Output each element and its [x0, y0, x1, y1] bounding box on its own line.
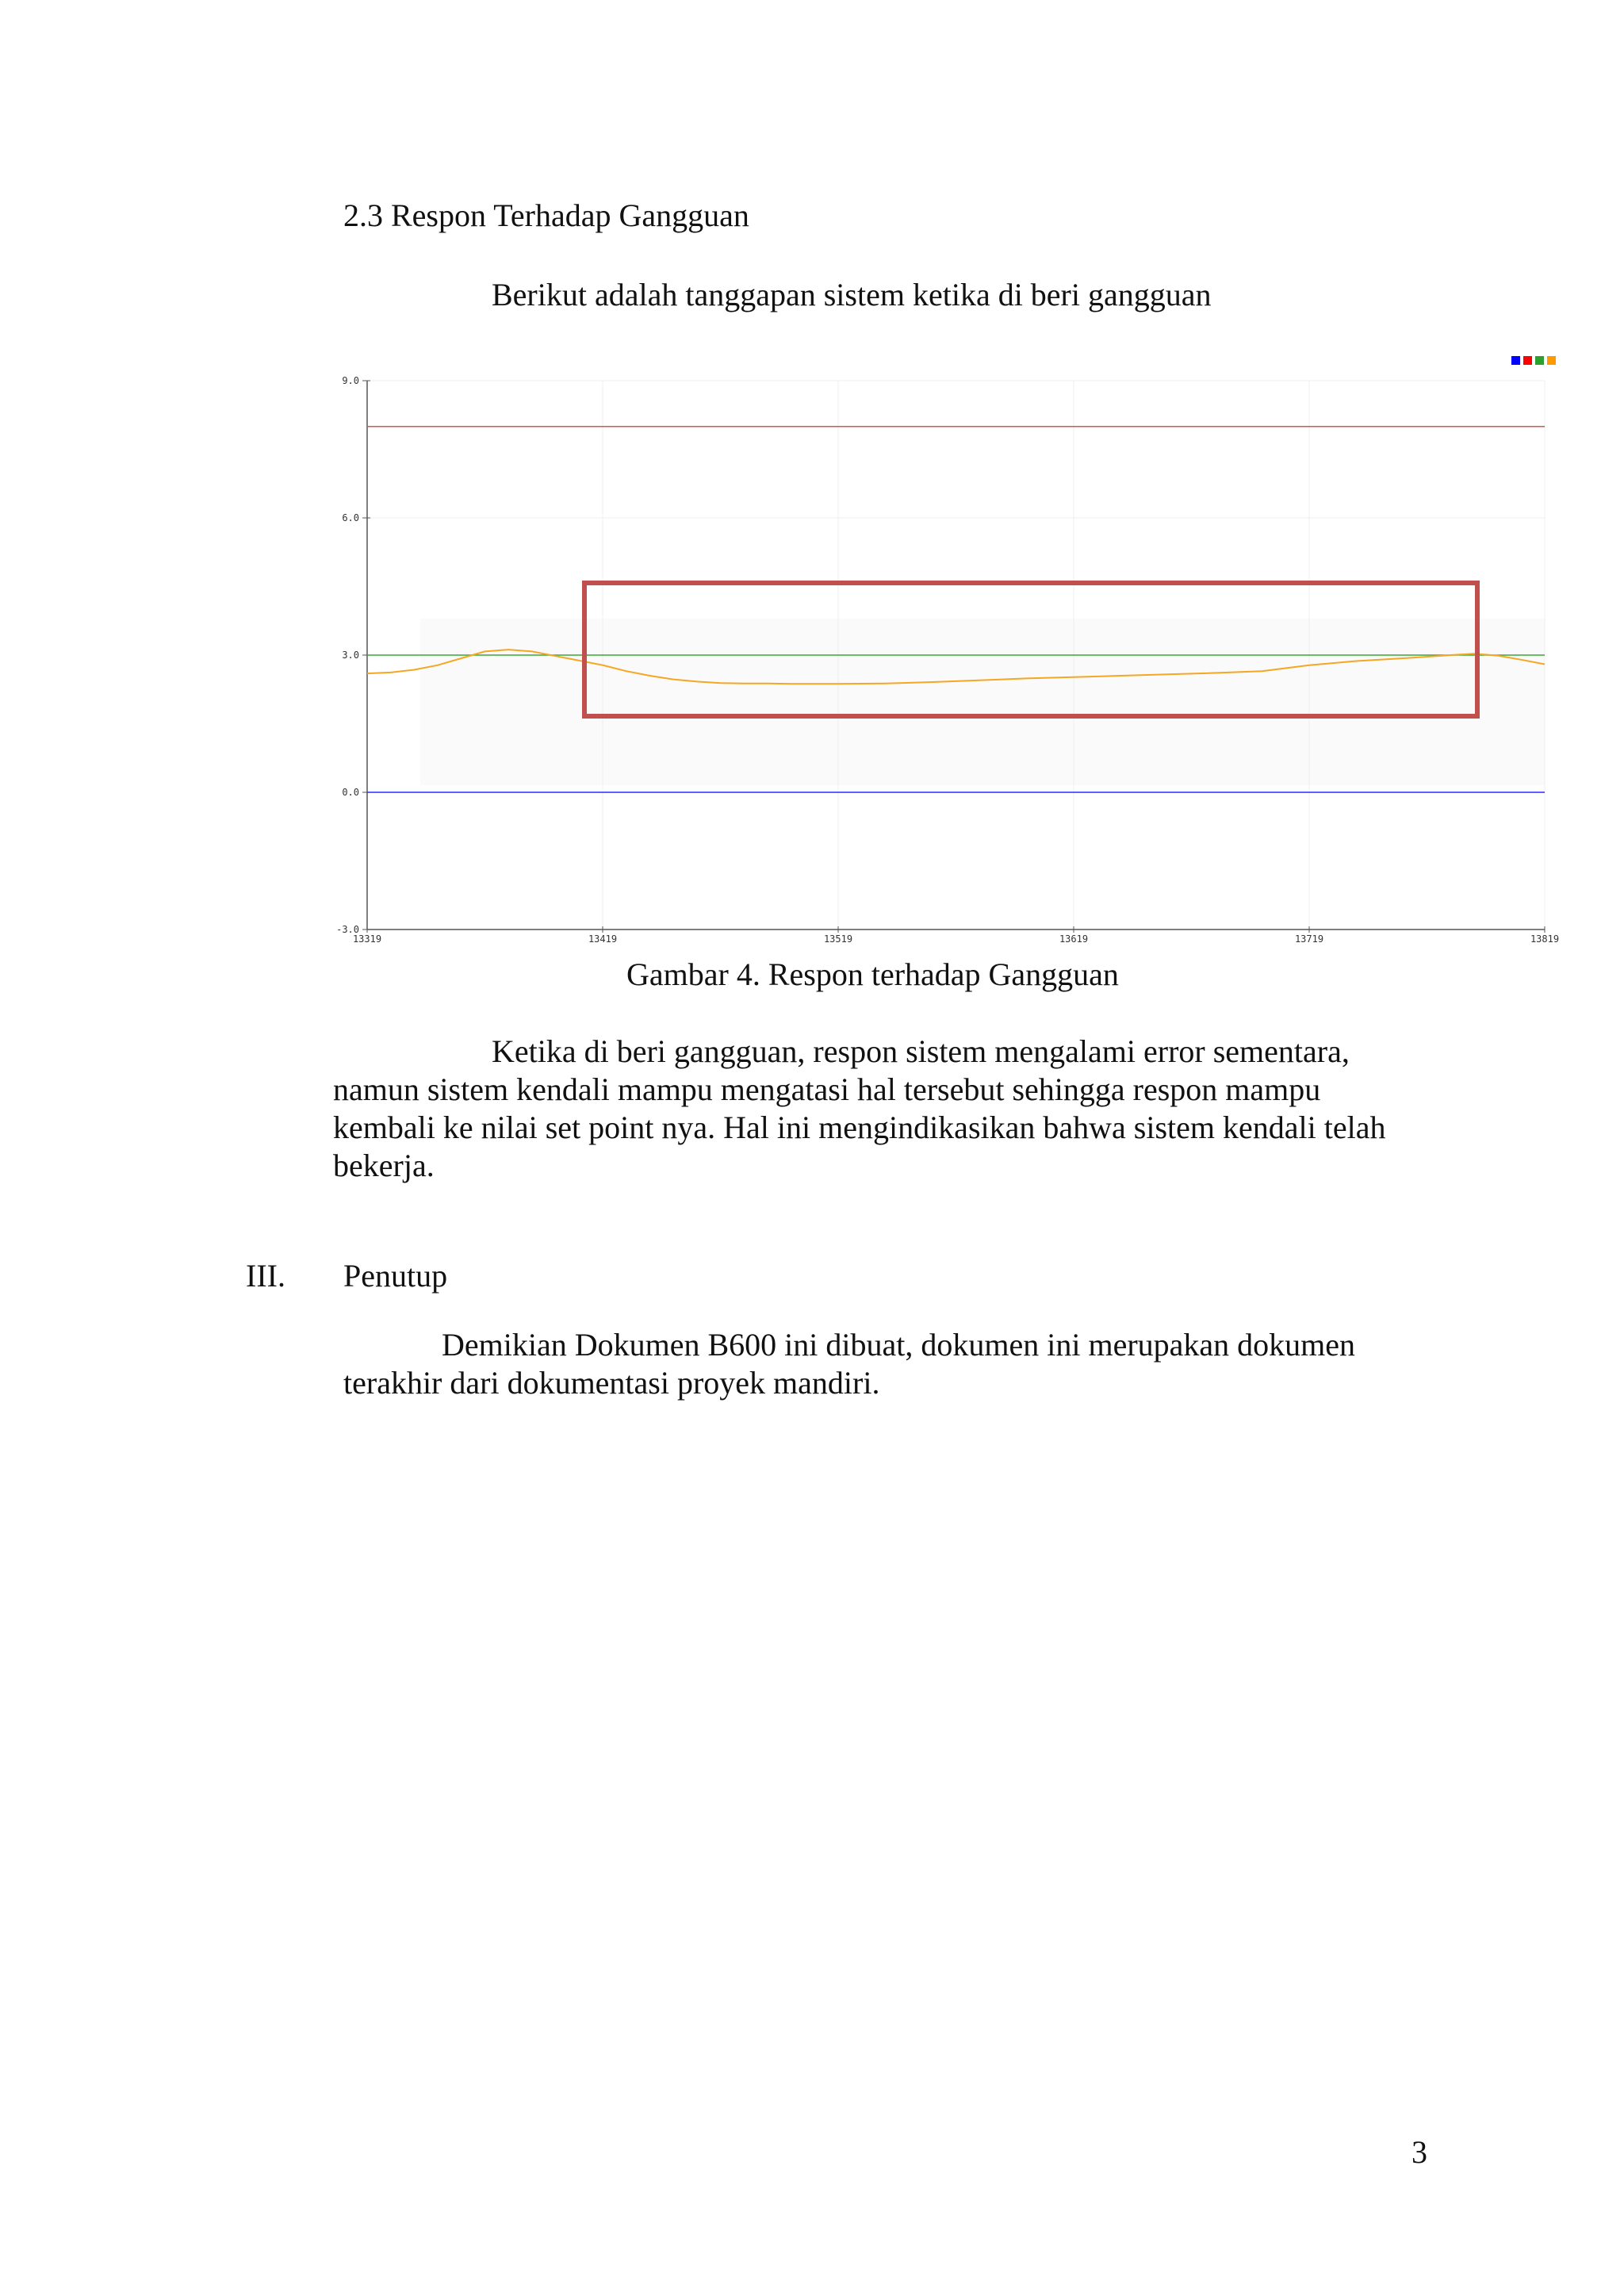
figure-caption: Gambar 4. Respon terhadap Gangguan	[626, 956, 1119, 992]
plot-shade	[420, 619, 1545, 785]
chart-svg	[0, 0, 1624, 968]
discussion-line-2: namun sistem kendali mampu mengatasi hal tersebut sehingga respon mampu	[333, 1071, 1321, 1107]
discussion-paragraph	[333, 1033, 1385, 1185]
legend-swatch-0	[1511, 356, 1520, 365]
closing-line-2: terakhir dari dokumentasi proyek mandiri.	[343, 1365, 880, 1401]
x-tick-label-1: 13419	[588, 933, 618, 945]
legend-swatch-3	[1547, 356, 1556, 365]
y-tick-label-2: 3.0	[342, 650, 359, 661]
discussion-line-1: Ketika di beri gangguan, respon sistem mengalami error sementara,	[492, 1033, 1350, 1069]
closing-paragraph	[343, 1326, 1355, 1402]
closing-heading: Penutup	[343, 1258, 448, 1294]
legend-swatch-2	[1535, 356, 1544, 365]
closing-line-1: Demikian Dokumen B600 ini dibuat, dokumen ini merupakan dokumen	[442, 1327, 1356, 1363]
series-line-3	[367, 650, 1545, 684]
discussion-line-4: bekerja.	[333, 1148, 435, 1183]
page-number: 3	[1411, 2134, 1427, 2170]
x-tick-label-4: 13719	[1294, 933, 1324, 945]
section-intro: Berikut adalah tanggapan sistem ketika di beri gangguan	[492, 277, 1212, 312]
section-heading: 2.3 Respon Terhadap Gangguan	[343, 197, 749, 233]
highlight-box	[584, 583, 1477, 716]
y-tick-label-0: -3.0	[336, 924, 359, 935]
closing-numeral: III.	[246, 1258, 285, 1294]
legend-swatch-1	[1523, 356, 1532, 365]
y-tick-label-4: 9.0	[342, 375, 359, 386]
x-tick-label-2: 13519	[823, 933, 853, 945]
x-tick-label-0: 13319	[352, 933, 382, 945]
x-tick-label-5: 13819	[1530, 933, 1560, 945]
y-tick-label-1: 0.0	[342, 787, 359, 798]
x-tick-label-3: 13619	[1059, 933, 1089, 945]
discussion-line-3: kembali ke nilai set point nya. Hal ini mengindikasikan bahwa sistem kendali telah	[333, 1110, 1386, 1145]
y-tick-label-3: 6.0	[342, 512, 359, 523]
disturbance-response-chart	[0, 0, 1624, 968]
